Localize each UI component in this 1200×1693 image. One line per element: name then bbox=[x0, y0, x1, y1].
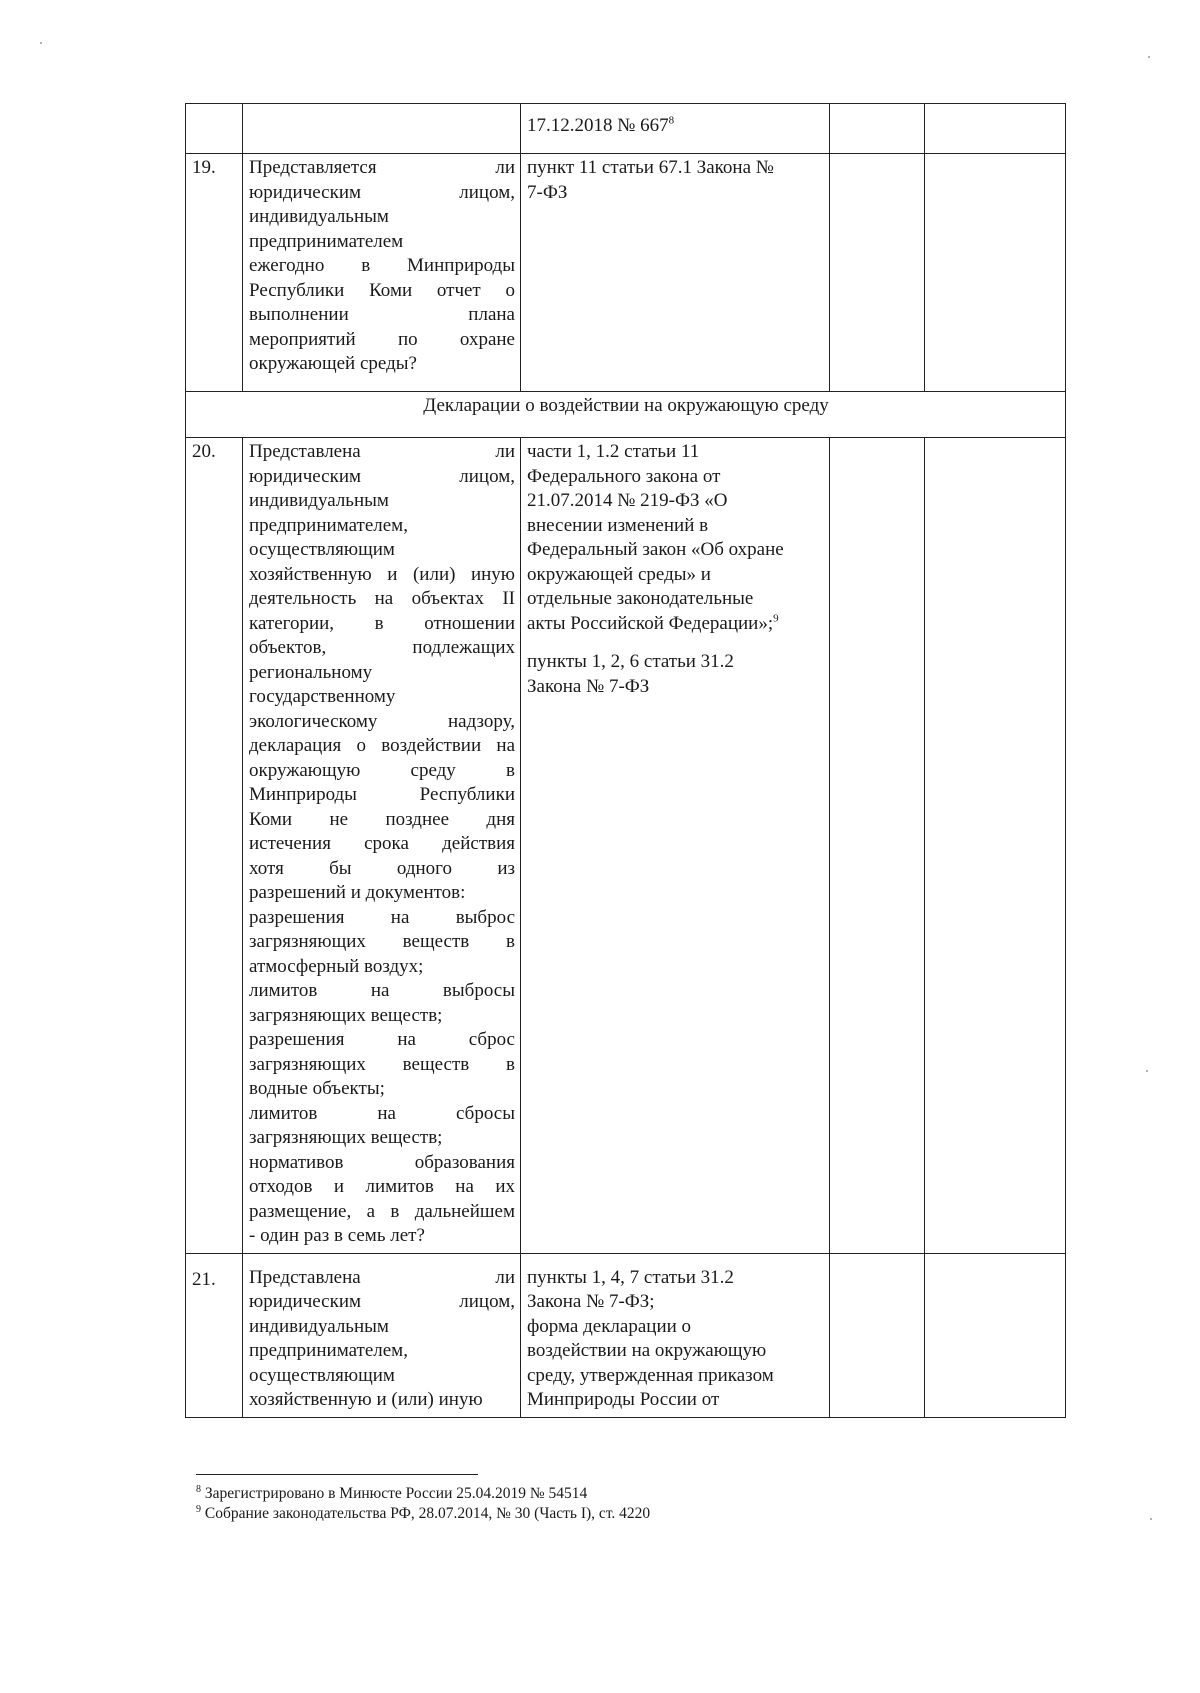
question-line: ежегодно в Минприроды bbox=[249, 255, 515, 276]
legal-reference-line: среду, утвержденная приказом bbox=[527, 1364, 774, 1386]
question-line: юридическим лицом, bbox=[249, 465, 515, 487]
footnote-mark: 9 bbox=[196, 1503, 201, 1515]
note-cell bbox=[925, 438, 1066, 1254]
legal-reference-line: пункт 11 статьи 67.1 Закона № bbox=[527, 157, 774, 178]
footnote-text: Зарегистрировано в Минюсте России 25.04.2019 № 54514 bbox=[204, 1485, 588, 1502]
footnote-ref: 9 bbox=[773, 612, 779, 625]
footnote-mark: 8 bbox=[196, 1483, 201, 1495]
legal-reference-line: Минприроды России от bbox=[527, 1389, 720, 1410]
question-line: хозяйственную и (или) иную bbox=[249, 563, 515, 585]
question-line: атмосферный воздух; bbox=[249, 955, 424, 977]
scan-speck bbox=[1150, 1518, 1152, 1520]
legal-reference-line: форма декларации о bbox=[527, 1315, 692, 1337]
question-line: государственному bbox=[249, 686, 396, 707]
question-line: разрешений и документов: bbox=[249, 882, 466, 903]
note-cell bbox=[925, 1253, 1066, 1417]
row-number: 19. bbox=[186, 154, 243, 392]
row-number: 20. bbox=[186, 438, 243, 1254]
note-cell bbox=[925, 104, 1066, 154]
question-line: Республики Коми отчет о bbox=[249, 279, 515, 301]
answer-cell bbox=[830, 438, 925, 1254]
section-heading: Декларации о воздействии на окружающую среду bbox=[186, 392, 1066, 438]
legal-reference-line: 21.07.2014 № 219-ФЗ «О bbox=[527, 490, 728, 511]
question-line: загрязняющих веществ; bbox=[249, 1004, 443, 1026]
question-cell bbox=[243, 1253, 521, 1417]
question-line: нормативов образования bbox=[249, 1151, 515, 1173]
question-cell bbox=[243, 104, 521, 154]
legal-reference-line: внесении изменений в bbox=[527, 514, 709, 536]
question-line: индивидуальным bbox=[249, 206, 389, 227]
question-line: юридическим лицом, bbox=[249, 181, 515, 203]
question-line: предпринимателем, bbox=[249, 514, 408, 536]
question-line: лимитов на сбросы bbox=[249, 1102, 515, 1124]
question-cell bbox=[243, 438, 521, 1254]
checklist-table bbox=[185, 103, 1066, 1418]
question-line: размещение, а в дальнейшем bbox=[249, 1200, 515, 1222]
legal-reference-block bbox=[527, 440, 824, 636]
legal-reference-line: акты Российской Федерации»; bbox=[527, 612, 774, 634]
table-row bbox=[186, 154, 1066, 392]
row-number: 21. bbox=[186, 1253, 243, 1417]
question-line: лимитов на выбросы bbox=[249, 980, 515, 1001]
question-line: категории, в отношении bbox=[249, 612, 515, 634]
legal-reference-cell bbox=[521, 154, 830, 392]
table-row bbox=[186, 104, 1066, 154]
question-line: индивидуальным bbox=[249, 490, 389, 511]
question-line: предпринимателем bbox=[249, 230, 404, 252]
question-line: осуществляющим bbox=[249, 1364, 395, 1386]
question-line: предпринимателем, bbox=[249, 1340, 408, 1361]
question-line: хотя бы одного из bbox=[249, 857, 515, 879]
question-line: Коми не позднее дня bbox=[249, 808, 515, 830]
legal-reference-line: пункты 1, 2, 6 статьи 31.2 bbox=[527, 651, 734, 672]
legal-reference-line: Федерального закона от bbox=[527, 465, 721, 487]
legal-reference-cell bbox=[521, 104, 830, 154]
question-line: загрязняющих веществ в bbox=[249, 931, 515, 952]
question-line: объектов, подлежащих bbox=[249, 637, 515, 658]
answer-cell bbox=[830, 1253, 925, 1417]
footnote-ref: 8 bbox=[668, 114, 675, 127]
footnote-separator bbox=[196, 1474, 478, 1475]
note-cell bbox=[925, 154, 1066, 392]
scan-speck bbox=[1146, 1070, 1148, 1072]
question-line: деятельность на объектах II bbox=[249, 588, 515, 609]
question-line: декларация о воздействии на bbox=[249, 735, 515, 756]
question-line: разрешения на выброс bbox=[249, 906, 515, 928]
footnote bbox=[196, 1504, 650, 1524]
legal-reference-cell bbox=[521, 438, 830, 1254]
legal-reference-cell bbox=[521, 1253, 830, 1417]
answer-cell bbox=[830, 154, 925, 392]
answer-cell bbox=[830, 104, 925, 154]
question-line: отходов и лимитов на их bbox=[249, 1176, 515, 1197]
question-line: Представлена ли bbox=[249, 441, 515, 462]
question-line: осуществляющим bbox=[249, 539, 395, 560]
question-line: истечения срока действия bbox=[249, 833, 515, 854]
question-line: загрязняющих веществ в bbox=[249, 1053, 515, 1075]
legal-reference-line: части 1, 1.2 статьи 11 bbox=[527, 441, 700, 462]
footnotes bbox=[196, 1484, 650, 1524]
question-line: загрязняющих веществ; bbox=[249, 1127, 443, 1148]
legal-reference-line: Закона № 7-ФЗ; bbox=[527, 1291, 655, 1312]
legal-reference: 17.12.2018 № 667 bbox=[527, 115, 669, 136]
question-line: мероприятий по охране bbox=[249, 328, 515, 350]
legal-reference-line: Закона № 7-ФЗ bbox=[527, 675, 650, 697]
question-line: окружающую среду в bbox=[249, 759, 515, 781]
legal-reference-block bbox=[527, 650, 824, 699]
question-line: хозяйственную и (или) иную bbox=[249, 1389, 483, 1410]
question-line: водные объекты; bbox=[249, 1078, 385, 1099]
question-line: Представлена ли bbox=[249, 1266, 515, 1288]
row-number-cell bbox=[186, 104, 243, 154]
question-line: индивидуальным bbox=[249, 1315, 389, 1337]
question-line: экологическому надзору, bbox=[249, 710, 515, 732]
question-line: Представляется ли bbox=[249, 157, 515, 178]
question-line: Минприроды Республики bbox=[249, 784, 515, 805]
legal-reference-line: окружающей среды» и bbox=[527, 563, 711, 585]
question-line: выполнении плана bbox=[249, 304, 515, 325]
question-line: юридическим лицом, bbox=[249, 1291, 515, 1312]
legal-reference-line: отдельные законодательные bbox=[527, 588, 754, 609]
question-line: региональному bbox=[249, 661, 373, 683]
footnote bbox=[196, 1484, 650, 1504]
section-row bbox=[186, 392, 1066, 438]
legal-reference-line: Федеральный закон «Об охране bbox=[527, 539, 784, 560]
question-cell bbox=[243, 154, 521, 392]
legal-reference-line: пункты 1, 4, 7 статьи 31.2 bbox=[527, 1266, 734, 1288]
footnote-text: Собрание законодательства РФ, 28.07.2014, № 30 (Часть I), ст. 4220 bbox=[204, 1505, 651, 1522]
question-line: окружающей среды? bbox=[249, 353, 417, 374]
question-line: разрешения на сброс bbox=[249, 1029, 515, 1050]
table-row bbox=[186, 438, 1066, 1254]
scan-speck bbox=[1148, 56, 1150, 58]
legal-reference-line: воздействии на окружающую bbox=[527, 1340, 767, 1361]
scan-speck bbox=[40, 42, 42, 44]
legal-reference-line: 7-ФЗ bbox=[527, 181, 568, 203]
table-row bbox=[186, 1253, 1066, 1417]
question-line: - один раз в семь лет? bbox=[249, 1225, 425, 1246]
